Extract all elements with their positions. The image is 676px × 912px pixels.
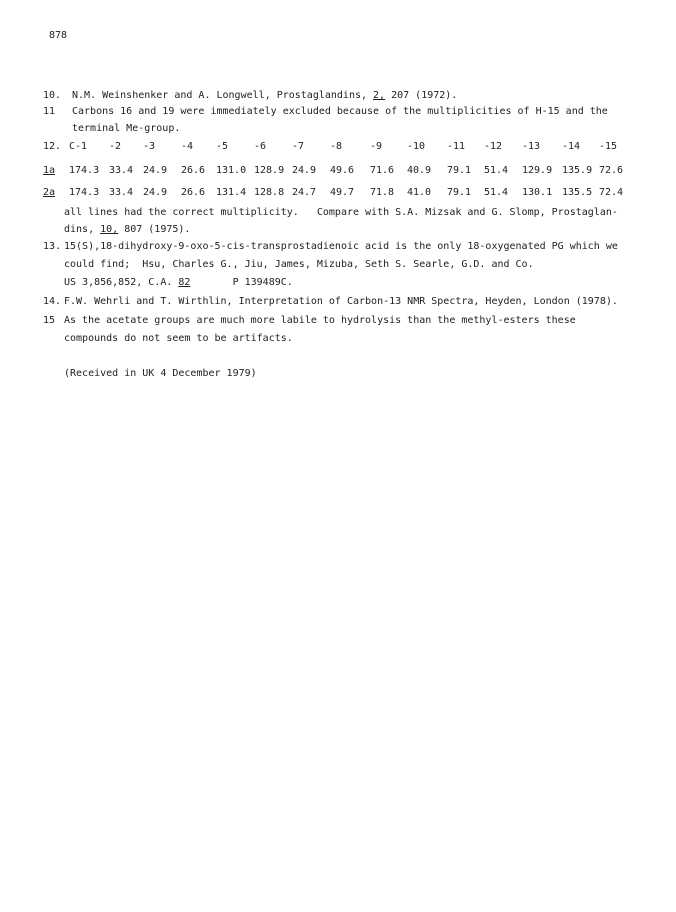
row-1a-cell: 129.9 [522,165,553,176]
page-number: 878 [49,30,68,41]
header-cell: C-1 [69,141,88,152]
ref-12-number: 12. [43,141,62,152]
row-2a-cell: 174.3 [69,187,100,198]
row-2a-cell: 71.8 [370,187,395,198]
header-cell: -10 [407,141,426,152]
ref-11-number: 11 [43,106,56,117]
ref-15-number: 15 [43,315,56,326]
header-cell: -13 [522,141,541,152]
row-1a-cell: 33.4 [109,165,134,176]
row-2a-cell: 131.4 [216,187,247,198]
row-2a-cell: 128.8 [254,187,285,198]
header-cell: -14 [562,141,581,152]
ref-14-line-1: F.W. Wehrli and T. Wirthlin, Interpretation of Carbon-13 NMR Spectra, Heyden, London (1978). [64,296,618,307]
header-cell: -6 [254,141,267,152]
row-2a-cell: 51.4 [484,187,509,198]
ref-15-line-1: As the acetate groups are much more labile to hydrolysis than the methyl-esters these [64,315,576,326]
row-1a-cell: 24.9 [143,165,168,176]
ref-13-line-2: could find; Hsu, Charles G., Jiu, James, Mizuba, Seth S. Searle, G.D. and Co. [64,259,534,270]
row-1a-cell: 79.1 [447,165,472,176]
row-1a-cell: 135.9 [562,165,593,176]
row-2a-cell: 24.9 [143,187,168,198]
row-1a-cell: 26.6 [181,165,206,176]
header-cell: -8 [330,141,343,152]
row-1a-cell: 72.6 [599,165,624,176]
row-1a-cell: 24.9 [292,165,317,176]
row-1a-cell: 71.6 [370,165,395,176]
row-2a-cell: 33.4 [109,187,134,198]
ref-14-number: 14. [43,296,62,307]
row-1a-cell: 174.3 [69,165,100,176]
header-cell: -3 [143,141,156,152]
ref-13-line-1: 15(S),18-dihydroxy-9-oxo-5-cis-transprostadienoic acid is the only 18-oxygenated PG which we [64,241,618,252]
ref-10-number: 10. [43,90,62,101]
row-1a-cell: 128.9 [254,165,285,176]
row-1a-cell: 131.0 [216,165,247,176]
row-2a-cell: 72.4 [599,187,624,198]
ref-15-line-2: compounds do not seem to be artifacts. [64,333,293,344]
row-1a-label: 1a [43,165,56,176]
ref-12-line-3: all lines had the correct multiplicity. Compare with S.A. Mizsak and G. Slomp, Prostaglan- [64,207,618,218]
row-2a-cell: 24.7 [292,187,317,198]
row-1a-cell: 49.6 [330,165,355,176]
ref-11-line-1: Carbons 16 and 19 were immediately excluded because of the multiplicities of H-15 and the [72,106,608,117]
ref-10-text: N.M. Weinshenker and A. Longwell, Prostaglandins, 2, 207 (1972). [72,90,458,101]
header-cell: -11 [447,141,466,152]
header-cell: -5 [216,141,229,152]
header-cell: -9 [370,141,383,152]
ref-11-line-2: terminal Me-group. [72,123,181,134]
header-cell: -2 [109,141,122,152]
row-1a-cell: 40.9 [407,165,432,176]
header-cell: -15 [599,141,618,152]
row-2a-cell: 49.7 [330,187,355,198]
ref-13-number: 13. [43,241,62,252]
row-2a-cell: 135.5 [562,187,593,198]
row-2a-cell: 130.1 [522,187,553,198]
ref-13-line-3: US 3,856,852, C.A. 82 P 139489C. [64,277,293,288]
row-2a-cell: 79.1 [447,187,472,198]
received-line: (Received in UK 4 December 1979) [64,368,257,379]
row-2a-cell: 26.6 [181,187,206,198]
row-2a-cell: 41.0 [407,187,432,198]
header-cell: -4 [181,141,194,152]
row-1a-cell: 51.4 [484,165,509,176]
header-cell: -7 [292,141,305,152]
header-cell: -12 [484,141,503,152]
row-2a-label: 2a [43,187,56,198]
ref-12-line-4: dins, 10, 807 (1975). [64,224,191,235]
